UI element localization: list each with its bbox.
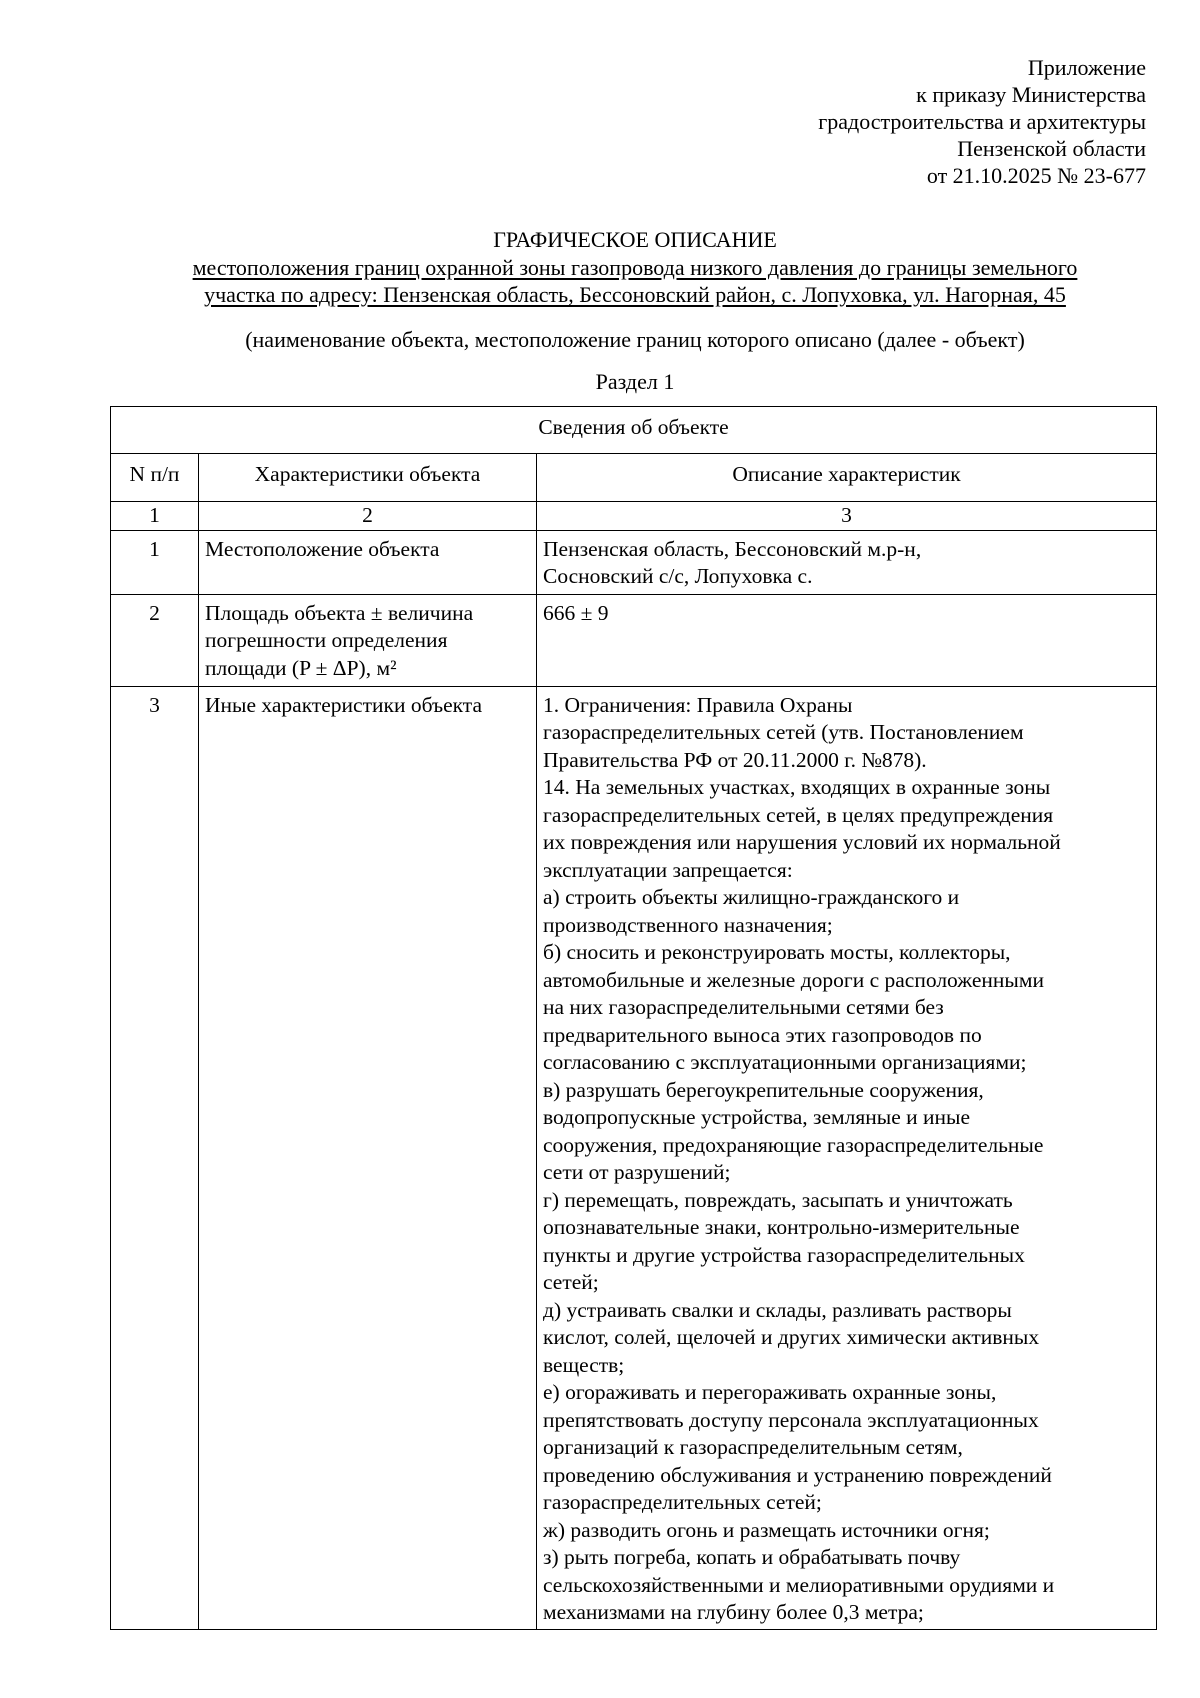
appendix-line: Пензенской области	[957, 136, 1146, 161]
row-characteristic	[199, 594, 537, 686]
appendix-line: к приказу Министерства	[916, 82, 1146, 107]
appendix-order-line: от 21.10.2025 № 23-677	[926, 163, 1146, 188]
description-line: сети от разрушений;	[543, 1160, 731, 1184]
description-line: газораспределительных сетей;	[543, 1490, 822, 1514]
description-line: д) устраивать свалки и склады, разливать растворы	[543, 1297, 1012, 1322]
table-row	[111, 686, 1157, 1629]
appendix-line: Приложение	[1027, 55, 1146, 80]
description-line: сельскохозяйственными и мелиоративными орудиями и	[543, 1572, 1055, 1597]
description-line: проведению обслуживания и устранению повреждений	[543, 1462, 1052, 1487]
document-title: ГРАФИЧЕСКОЕ ОПИСАНИЕ	[493, 227, 777, 252]
column-numbers-row	[111, 502, 1157, 531]
column-header-characteristic: Характеристики объекта	[199, 454, 537, 502]
description-line: препятствовать доступу персонала эксплуатационных	[543, 1407, 1039, 1432]
description-line: е) огораживать и перегораживать охранные зоны,	[543, 1380, 997, 1404]
object-name-line: местоположения границ охранной зоны газопровода низкого давления до границы земельного	[192, 255, 1078, 280]
description-line: газораспределительных сетей (утв. Постановлением	[543, 720, 1024, 744]
description-line: 14. На земельных участках, входящих в охранные зоны	[543, 775, 1051, 799]
description-line: б) сносить и реконструировать мосты, коллекторы,	[543, 940, 1011, 964]
characteristic-line: погрешности определения	[205, 628, 448, 652]
row-number: 1	[111, 530, 199, 594]
row-characteristic: Иные характеристики объекта	[199, 686, 537, 1629]
description-line: пункты и другие устройства газораспределительных	[543, 1242, 1025, 1267]
description-line: кислот, солей, щелочей и других химически активных	[543, 1325, 1040, 1349]
object-info-table	[110, 406, 1157, 1630]
description-line: в) разрушать берегоукрепительные сооружения,	[543, 1077, 984, 1102]
column-header-description: Описание характеристик	[537, 454, 1157, 502]
description-line: механизмами на глубину более 0,3 метра;	[543, 1600, 924, 1624]
row-description: 666 ± 9	[537, 594, 1157, 686]
description-line: газораспределительных сетей, в целях предупреждения	[543, 802, 1054, 827]
appendix-block	[626, 54, 1146, 189]
description-line: эксплуатации запрещается:	[543, 857, 793, 882]
table-title: Сведения об объекте	[111, 407, 1157, 454]
description-line: веществ;	[543, 1352, 625, 1377]
description-line: з) рыть погреба, копать и обрабатывать почву	[543, 1545, 961, 1569]
description-line: Правительства РФ от 20.11.2000 г. №878).	[543, 747, 927, 772]
object-name	[60, 254, 1200, 308]
table-row	[111, 594, 1157, 686]
column-number: 1	[111, 502, 199, 531]
description-line: на них газораспределительными сетями без	[543, 995, 944, 1019]
object-caption: (наименование объекта, местоположение границ которого описано (далее - объект)	[245, 327, 1025, 352]
row-description	[537, 686, 1157, 1629]
description-line: сетей;	[543, 1270, 599, 1294]
description-line: согласованию с эксплуатационными организациями;	[543, 1050, 1027, 1074]
column-number: 2	[199, 502, 537, 531]
row-description	[537, 530, 1157, 594]
description-line: опознавательные знаки, контрольно-измерительные	[543, 1215, 1020, 1239]
description-line: организаций к газораспределительным сетям,	[543, 1435, 963, 1459]
column-number: 3	[537, 502, 1157, 531]
section-label: Раздел 1	[595, 369, 675, 394]
characteristic-line: Площадь объекта ± величина	[205, 600, 474, 625]
table-header-row	[111, 454, 1157, 502]
description-line: водопропускные устройства, земляные и иные	[543, 1105, 971, 1129]
description-line: 1. Ограничения: Правила Охраны	[543, 692, 853, 717]
description-line: их повреждения или нарушения условий их нормальной	[543, 830, 1061, 854]
column-header-number: N п/п	[111, 454, 199, 502]
row-characteristic: Местоположение объекта	[199, 530, 537, 594]
description-line: ж) разводить огонь и размещать источники огня;	[543, 1517, 990, 1542]
description-line: производственного назначения;	[543, 912, 833, 937]
description-line: Сосновский с/с, Лопуховка с.	[543, 564, 813, 588]
appendix-line: градостроительства и архитектуры	[818, 109, 1146, 134]
characteristic-line: площади (P ± ΔP), м²	[205, 655, 397, 680]
object-name-line: участка по адресу: Пензенская область, Бессоновский район, с. Лопуховка, ул. Нагорная, 45	[204, 282, 1066, 307]
description-line: Пензенская область, Бессоновский м.р-н,	[543, 536, 922, 561]
row-number: 3	[111, 686, 199, 1629]
description-line: предварительного выноса этих газопроводов по	[543, 1022, 982, 1047]
row-number: 2	[111, 594, 199, 686]
description-line: а) строить объекты жилищно-гражданского и	[543, 885, 960, 909]
description-line: г) перемещать, повреждать, засыпать и уничтожать	[543, 1187, 1013, 1212]
table-title-row	[111, 407, 1157, 454]
description-line: автомобильные и железные дороги с расположенными	[543, 967, 1044, 992]
table-row	[111, 530, 1157, 594]
description-line: сооружения, предохраняющие газораспределительные	[543, 1132, 1044, 1157]
